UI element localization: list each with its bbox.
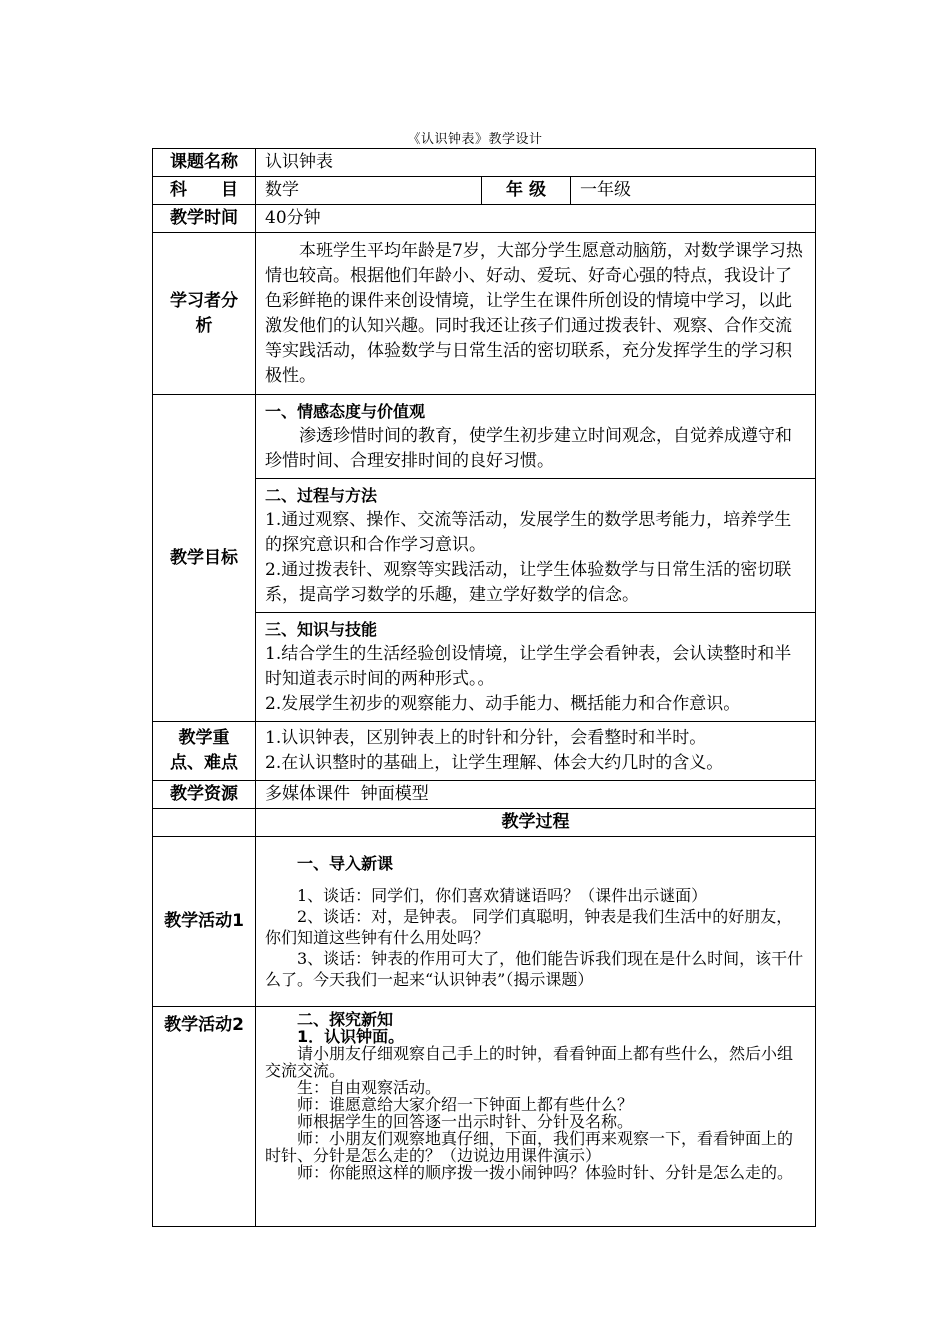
activity2-heading: 二、探究新知 <box>297 1010 394 1029</box>
goal-process-title: 二、过程与方法 <box>265 486 378 505</box>
grade-value: 一年级 <box>571 177 816 205</box>
goals-label: 教学目标 <box>153 395 256 722</box>
duration-label: 教学时间 <box>153 205 256 233</box>
row-goal-1 <box>153 395 816 479</box>
activity2-para: 师：小朋友们观察地真仔细，下面，我们再来观察一下，看看钟面上的时针、分针是怎么走的？（边说边用课件演示） <box>265 1129 794 1165</box>
goal-attitude-text: 渗透珍惜时间的教育，使学生初步建立时间观念，自觉养成遵守和珍惜时间、合理安排时间的良好习惯。 <box>265 426 792 471</box>
activity2-para: 师根据学生的回答逐一出示时针、分针及名称。 <box>297 1112 634 1131</box>
resources-value: 多媒体课件 钟面模型 <box>256 781 816 809</box>
row-learner <box>153 233 816 395</box>
subject-label: 科 目 <box>153 177 256 205</box>
activity2-para: 师：谁愿意给大家介绍一下钟面上都有些什么？ <box>297 1095 634 1114</box>
goal-knowledge-item: 1.结合学生的生活经验创设情境，让学生学会看钟表，会认读整时和半时知道表示时间的两种形式。。 <box>265 644 792 689</box>
activity2-subheading: 1．认识钟面。 <box>297 1027 405 1046</box>
row-key-points <box>153 722 816 781</box>
lesson-plan-table <box>152 148 816 1227</box>
activity2-para: 生：自由观察活动。 <box>297 1078 442 1097</box>
activity1-para: 2、谈话：对，是钟表。 同学们真聪明，钟表是我们生活中的好朋友，你们知道这些钟有什么用处吗？ <box>265 907 793 947</box>
row-subject <box>153 177 816 205</box>
course-label: 课题名称 <box>153 149 256 177</box>
duration-value: 40分钟 <box>256 205 816 233</box>
process-title: 教学过程 <box>256 809 816 837</box>
key-point-item: 2.在认识整时的基础上，让学生理解、体会大约几时的含义。 <box>265 753 724 773</box>
row-duration <box>153 205 816 233</box>
row-resources <box>153 781 816 809</box>
course-value: 认识钟表 <box>256 149 816 177</box>
goal-section-knowledge <box>256 613 816 722</box>
goal-knowledge-title: 三、知识与技能 <box>265 620 378 639</box>
activity1-para: 3、谈话：钟表的作用可大了，他们能告诉我们现在是什么时间，该干什么了。今天我们一起来“认识钟表”（揭示课题） <box>265 949 804 989</box>
subject-value: 数学 <box>256 177 482 205</box>
row-activity-1 <box>153 837 816 1007</box>
goal-section-process <box>256 479 816 613</box>
activity1-label: 教学活动1 <box>153 837 256 1007</box>
activity2-content <box>256 1007 816 1227</box>
key-point-item: 1.认识钟表，区别钟表上的时针和分针，会看整时和半时。 <box>265 728 707 748</box>
row-course <box>153 149 816 177</box>
document-title: 《认识钟表》教学设计 <box>407 132 543 147</box>
resources-label: 教学资源 <box>153 781 256 809</box>
activity2-para: 请小朋友仔细观察自己手上的时钟，看看钟面上都有些什么，然后小组交流交流。 <box>265 1044 794 1080</box>
grade-label: 年 级 <box>482 177 571 205</box>
key-points-label: 教学重点、难点 <box>153 722 256 781</box>
goal-attitude-title: 一、情感态度与价值观 <box>265 402 426 421</box>
goal-process-item: 2.通过拨表针、观察等实践活动，让学生体验数学与日常生活的密切联系，提高学习数学的乐趣，建立学好数学的信念。 <box>265 560 792 605</box>
goal-process-item: 1.通过观察、操作、交流等活动，发展学生的数学思考能力，培养学生的探究意识和合作学习意识。 <box>265 510 792 555</box>
activity2-label: 教学活动2 <box>153 1007 256 1227</box>
learner-text: 本班学生平均年龄是7岁，大部分学生愿意动脑筋，对数学课学习热情也较高。根据他们年龄小、好动、爱玩、好奇心强的特点，我设计了色彩鲜艳的课件来创设情境，让学生在课件所创设的情境中学习，以此激发他们的认知兴趣。同时我还让孩子们通过拨表针、观察、合作交流等实践活动，体验数学与日常生活的密切联系，充分发挥学生的学习积极性。 <box>265 240 803 386</box>
key-points-content <box>256 722 816 781</box>
row-activity-2 <box>153 1007 816 1227</box>
goal-knowledge-item: 2.发展学生初步的观察能力、动手能力、概括能力和合作意识。 <box>265 694 741 714</box>
activity1-content <box>256 837 816 1007</box>
row-process-title <box>153 809 816 837</box>
activity1-heading: 一、导入新课 <box>297 854 394 873</box>
goal-section-attitude <box>256 395 816 479</box>
process-blank-cell <box>153 809 256 837</box>
activity1-para: 1、谈话：同学们，你们喜欢猜谜语吗？（课件出示谜面） <box>297 886 708 905</box>
learner-analysis <box>256 233 816 395</box>
activity2-para: 师：你能照这样的顺序拨一拨小闹钟吗？体验时针、分针是怎么走的。 <box>297 1163 794 1182</box>
learner-label: 学习者分析 <box>153 233 256 395</box>
